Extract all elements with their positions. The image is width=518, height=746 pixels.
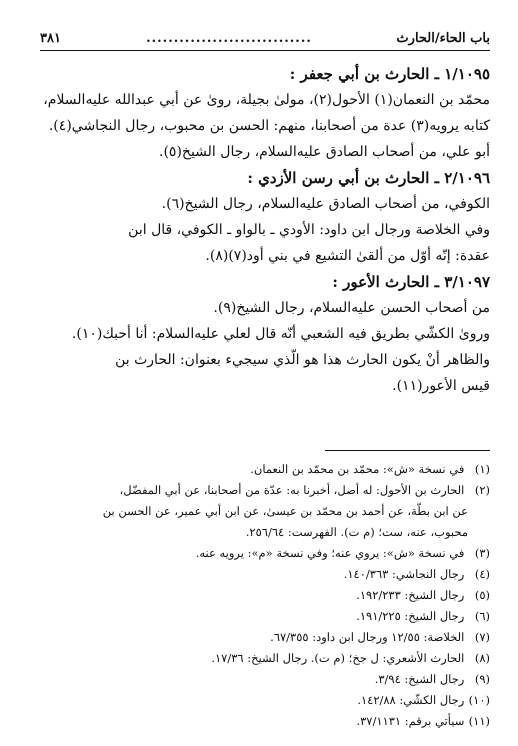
footnote-number: (١١) xyxy=(468,714,490,728)
footnote xyxy=(40,627,490,648)
entry-heading: ٢/١٠٩٦ ـ الحارث بن أبي رسن الأزدي : xyxy=(247,169,490,187)
footnote-number: (٢) xyxy=(474,483,490,497)
footnote xyxy=(40,690,490,711)
footnotes-section xyxy=(40,450,490,732)
footnote xyxy=(40,606,490,627)
chapter-title: باب الحاء/الحارث xyxy=(396,31,490,46)
footnote-text: الخلاصة: ١٢/٥٥ ورجال ابن داود: ٦٧/٣٥٥. xyxy=(270,630,465,644)
entry-line: أبو علي، من أصحاب الصادق عليه‌السلام، رجال الشيخ(٥). xyxy=(159,144,490,160)
footnote xyxy=(40,459,490,480)
footnote-text: الحارث بن الأحول: له أصل، أخبرنا به: عدّة من أصحابنا، عن أبي المفضّل، xyxy=(119,483,465,497)
entry-line: والظاهر أنْ يكون الحارث هذا هو الّذي سيجيء بعنوان: الحارث بن xyxy=(115,352,490,368)
footnote-separator xyxy=(325,450,490,451)
entry-line: وروىٰ الكشّي بطريق فيه الشعبي أنّه قال لعلي عليه‌السلام: أنا أحبك(١٠). xyxy=(71,326,490,342)
main-text xyxy=(40,61,490,399)
footnote-continuation: عن ابن بطّة، عن أحمد بن محمّد بن عيسىٰ، عن ابن أبي عمير، عن الحسن بن xyxy=(102,504,468,518)
footnote-text: رجال الشيخ: ١٩١/٢٢٥. xyxy=(356,609,465,623)
running-header xyxy=(40,30,490,51)
footnote-number: (٥) xyxy=(474,588,490,602)
header-leader-dots: .............................. xyxy=(146,31,312,46)
entry-line: محمّد بن النعمان(١) الأحول(٢)، مولىٰ بجيلة، روىٰ عن أبي عبدالله عليه‌السلام، xyxy=(43,92,490,108)
entry-1097 xyxy=(40,269,490,399)
entry-heading: ٣/١٠٩٧ ـ الحارث الأعور : xyxy=(332,273,490,291)
footnote xyxy=(40,480,490,501)
footnote-number: (٨) xyxy=(474,651,490,665)
footnote-continuation: محبوب، عنه، ست؛ (م ت). الفهرست: ٢٥٦/٦٤. xyxy=(245,525,468,539)
footnote-text: رجال الشيخ: ٣/٩٤. xyxy=(374,672,465,686)
footnote xyxy=(40,585,490,606)
footnote-number: (١) xyxy=(474,462,490,476)
entry-1095 xyxy=(40,61,490,165)
footnote-number: (٦) xyxy=(474,609,490,623)
entry-1096 xyxy=(40,165,490,269)
footnote-text: في نسخة «ش»: محمّد بن محمّد بن النعمان. xyxy=(250,462,465,476)
footnote xyxy=(40,564,490,585)
footnote xyxy=(40,648,490,669)
footnote xyxy=(40,669,490,690)
footnote-number: (١٠) xyxy=(468,693,490,707)
footnote-text: رجال الكشّي: ١٤٢/٨٨. xyxy=(357,693,465,707)
page-number: ٣٨١ xyxy=(40,31,61,46)
entry-heading: ١/١٠٩٥ ـ الحارث بن أبي جعفر : xyxy=(289,65,490,83)
book-page xyxy=(40,30,490,399)
footnote-number: (٣) xyxy=(474,546,490,560)
footnote-text: رجال الشيخ: ١٩٢/٢٣٣. xyxy=(356,588,465,602)
footnote-number: (٤) xyxy=(474,567,490,581)
entry-line: الكوفي، من أصحاب الصادق عليه‌السلام، رجال الشيخ(٦). xyxy=(161,196,490,212)
entry-line: وفي الخلاصة ورجال ابن داود: الأودي ـ بالواو ـ الكوفي، قال ابن xyxy=(128,222,490,238)
entry-line: قيس الأعور(١١). xyxy=(392,378,490,394)
footnote-text: رجال النجاشي: ١٤٠/٣٦٣. xyxy=(343,567,465,581)
entry-line: كتابه يرويه(٣) عدة من أصحابنا، منهم: الحسن بن محبوب، رجال النجاشي(٤). xyxy=(48,118,490,134)
entry-line: من أصحاب الحسن عليه‌السلام، رجال الشيخ(٩). xyxy=(213,300,490,316)
entry-line: عقدة: إنّه أوّل من ألقىٰ التشيع في بني أود(٧)(٨). xyxy=(205,248,490,264)
footnote-text: الحارث الأشعري: ل جخ؛ (م ت). رجال الشيخ: ١٧/٣٦. xyxy=(211,651,465,665)
footnote-number: (٧) xyxy=(474,630,490,644)
footnote xyxy=(40,711,490,732)
footnote-number: (٩) xyxy=(474,672,490,686)
footnote xyxy=(40,543,490,564)
footnote-text: سيأتي برقم: ٣٧/١١٣١. xyxy=(356,714,465,728)
footnote-text: في نسخة «ش»: يروي عنه؛ وفي نسخة «م»: يرويه عنه. xyxy=(195,546,465,560)
